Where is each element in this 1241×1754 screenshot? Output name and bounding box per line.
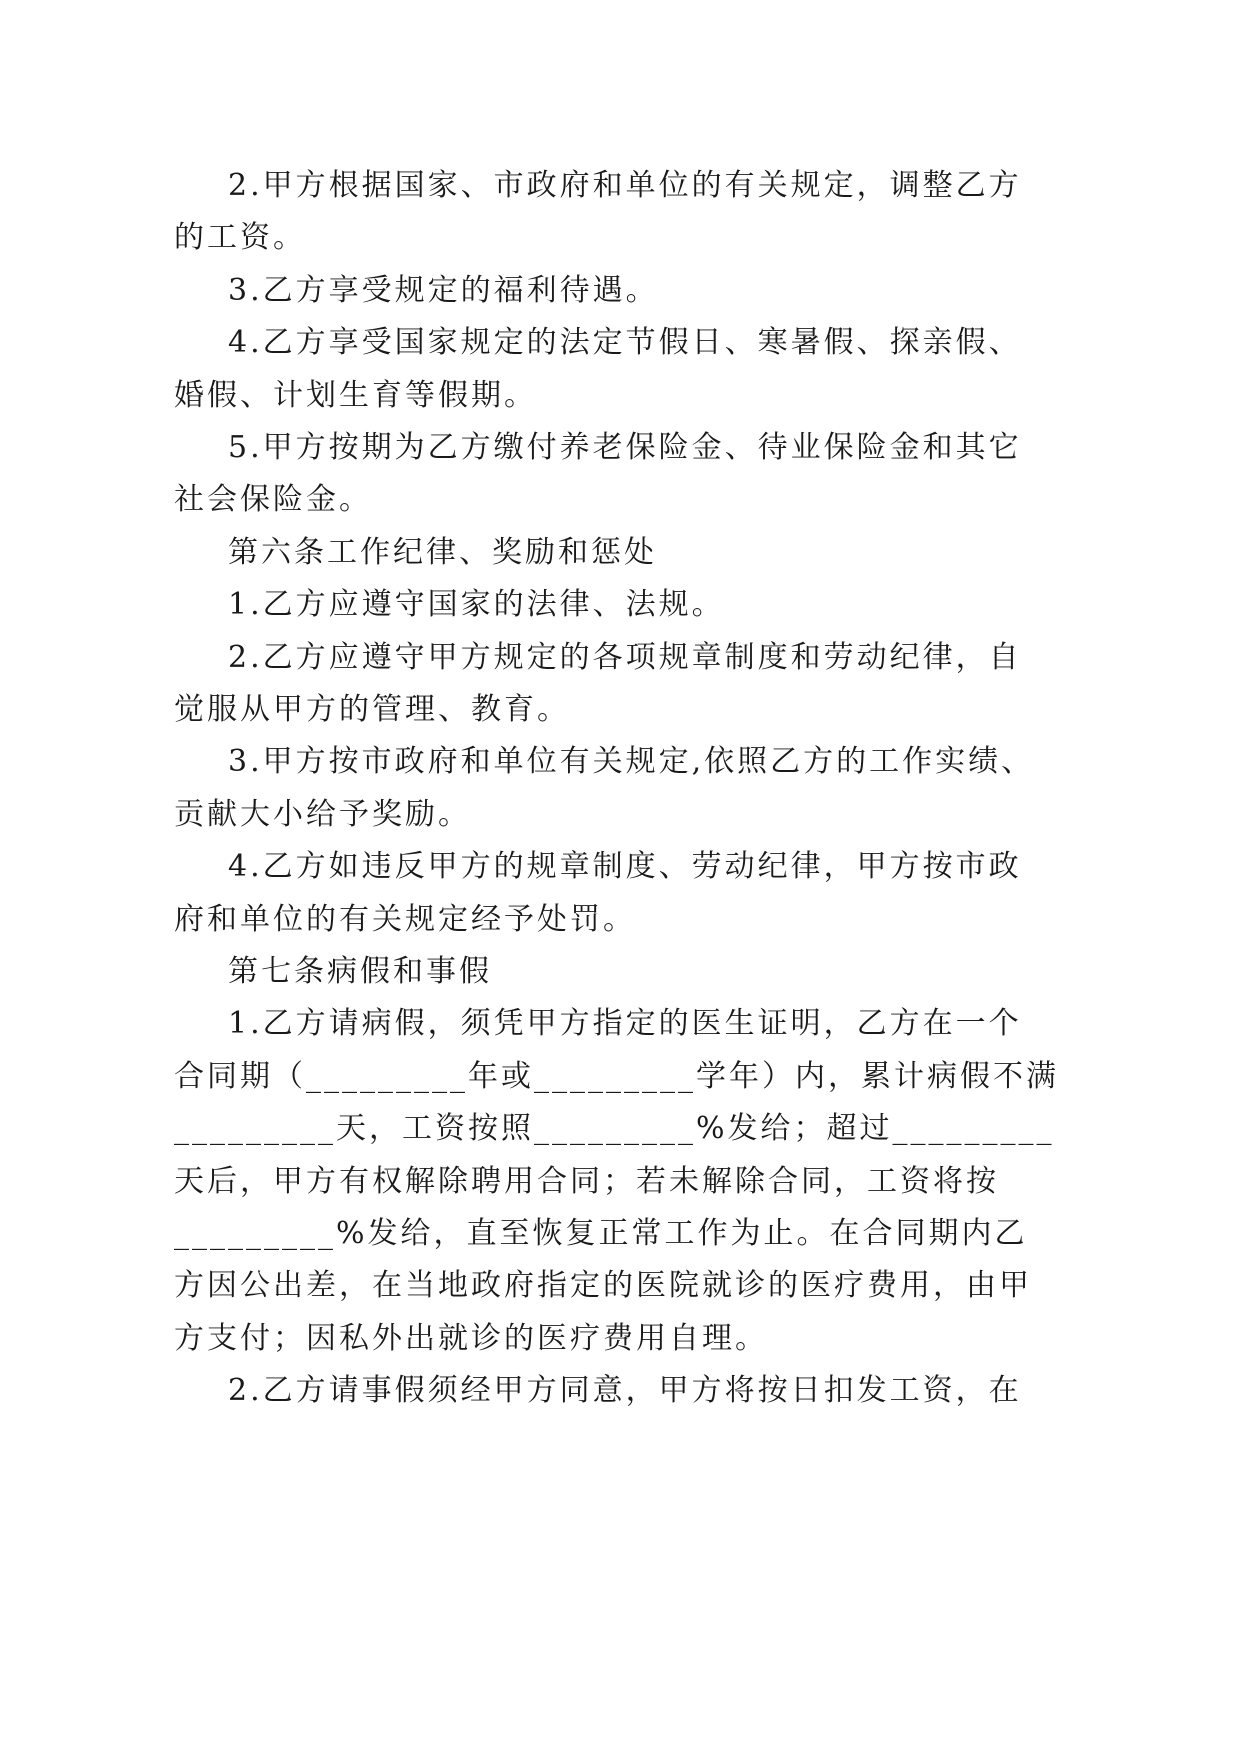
paragraph-continuation-line: 方支付；因私外出就诊的医疗费用自理。	[174, 1320, 768, 1356]
paragraph-continuation-line: _________天，工资按照_________%发给；超过_________	[174, 1111, 1055, 1147]
paragraph-continuation-line: 婚假、计划生育等假期。	[174, 377, 537, 413]
paragraph-continuation-line: 贡献大小给予奖励。	[174, 796, 471, 832]
paragraph-first-line: 4.乙方如违反甲方的规章制度、劳动纪律，甲方按市政	[228, 849, 1022, 885]
paragraph-continuation-line: _________%发给，直至恢复正常工作为止。在合同期内乙	[174, 1216, 1028, 1251]
paragraph-first-line: 4.乙方享受国家规定的法定节假日、寒暑假、探亲假、	[228, 325, 1022, 361]
paragraph-continuation-line: 的工资。	[174, 220, 306, 256]
paragraph-first-line: 2.甲方根据国家、市政府和单位的有关规定，调整乙方	[228, 168, 1022, 203]
paragraph-first-line: 1.乙方请病假，须凭甲方指定的医生证明，乙方在一个	[228, 1006, 1022, 1042]
paragraph-continuation-line: 觉服从甲方的管理、教育。	[174, 692, 570, 727]
paragraph-first-line: 1.乙方应遵守国家的法律、法规。	[228, 587, 725, 623]
paragraph-continuation-line: 合同期（_________年或_________学年）内，累计病假不满	[174, 1058, 1059, 1094]
paragraph-first-line: 2.乙方请事假须经甲方同意，甲方将按日扣发工资，在	[228, 1373, 1022, 1409]
paragraph-continuation-line: 天后，甲方有权解除聘用合同；若未解除合同，工资将按	[174, 1163, 999, 1199]
document-body	[174, 160, 1059, 1418]
paragraph-continuation-line: 方因公出差，在当地政府指定的医院就诊的医疗费用，由甲	[174, 1268, 1032, 1304]
paragraph-first-line: 2.乙方应遵守甲方规定的各项规章制度和劳动纪律，自	[228, 639, 1022, 675]
paragraph-first-line: 3.甲方按市政府和单位有关规定,依照乙方的工作实绩、	[228, 744, 1035, 780]
paragraph-first-line: 第六条工作纪律、奖励和惩处	[228, 534, 657, 570]
paragraph-first-line: 5.甲方按期为乙方缴付养老保险金、待业保险金和其它	[228, 430, 1022, 465]
paragraph-continuation-line: 府和单位的有关规定经予处罚。	[174, 901, 636, 937]
paragraph-first-line: 3.乙方享受规定的福利待遇。	[228, 272, 659, 308]
paragraph-first-line: 第七条病假和事假	[228, 954, 492, 989]
paragraph-continuation-line: 社会保险金。	[174, 482, 372, 518]
contract-text	[174, 160, 1059, 1418]
